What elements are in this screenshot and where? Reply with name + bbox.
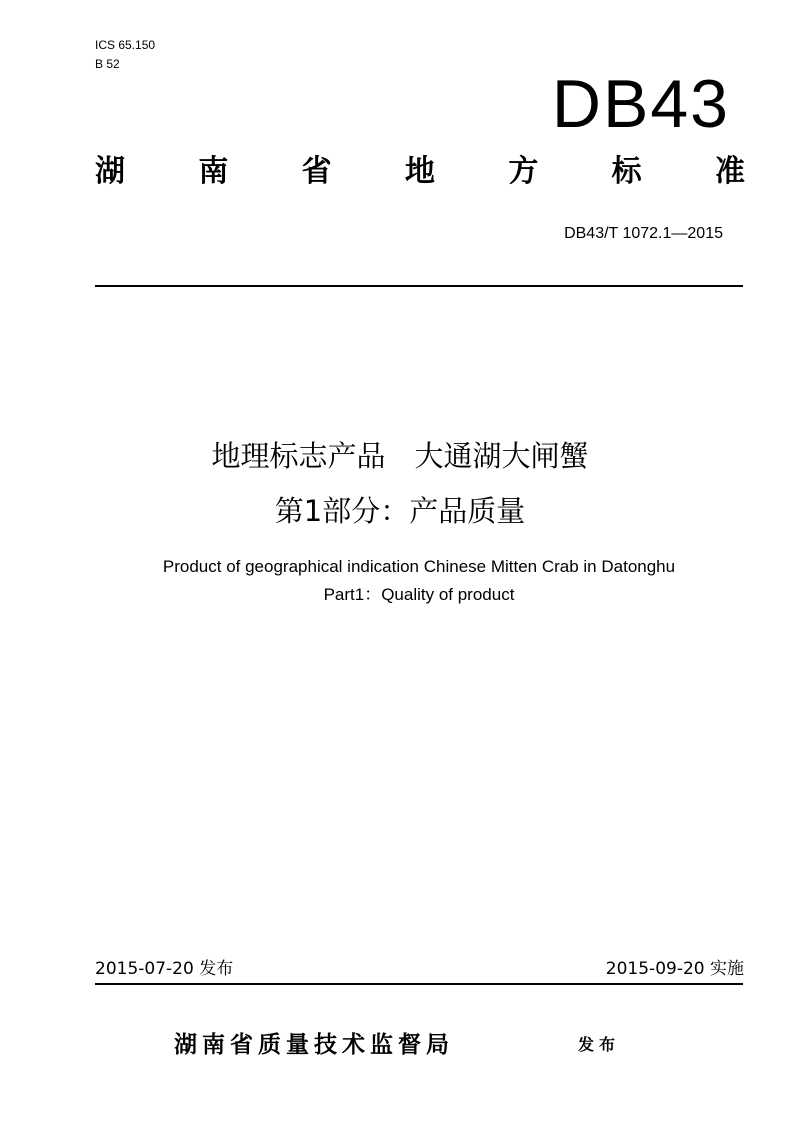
ics-code: ICS 65.150	[95, 38, 156, 52]
issue-date: 2015-07-20 发布	[95, 959, 234, 979]
issuing-label: 发布	[578, 1035, 621, 1054]
title-cn-part: 第1部分：产品质量	[274, 494, 526, 528]
db-logo: DB43	[551, 66, 730, 142]
standard-number: DB43/T 1072.1—2015	[564, 225, 723, 242]
standard-type-char: 标	[611, 154, 642, 189]
issuing-authority: 湖南省质量技术监督局	[174, 1032, 454, 1058]
header-divider	[95, 285, 743, 287]
standard-type-char: 方	[508, 154, 539, 189]
standard-type-char: 地	[404, 154, 435, 189]
standard-type-char: 湖	[95, 154, 125, 189]
footer-divider	[95, 983, 743, 985]
implementation-date: 2015-09-20 实施	[605, 959, 744, 979]
title-en-part: Part1：Quality of product	[323, 585, 515, 604]
title-cn-main: 地理标志产品 大通湖大闸蟹	[211, 439, 589, 473]
standard-type-char: 南	[198, 154, 229, 189]
classification-code: B 52	[95, 57, 120, 71]
title-en-main: Product of geographical indication Chinese Mitten Crab in Datonghu	[162, 557, 676, 576]
standard-type-char: 省	[301, 154, 332, 189]
standard-type-char: 准	[714, 154, 745, 189]
standard-type-heading	[95, 148, 745, 196]
classification-block	[95, 37, 155, 75]
